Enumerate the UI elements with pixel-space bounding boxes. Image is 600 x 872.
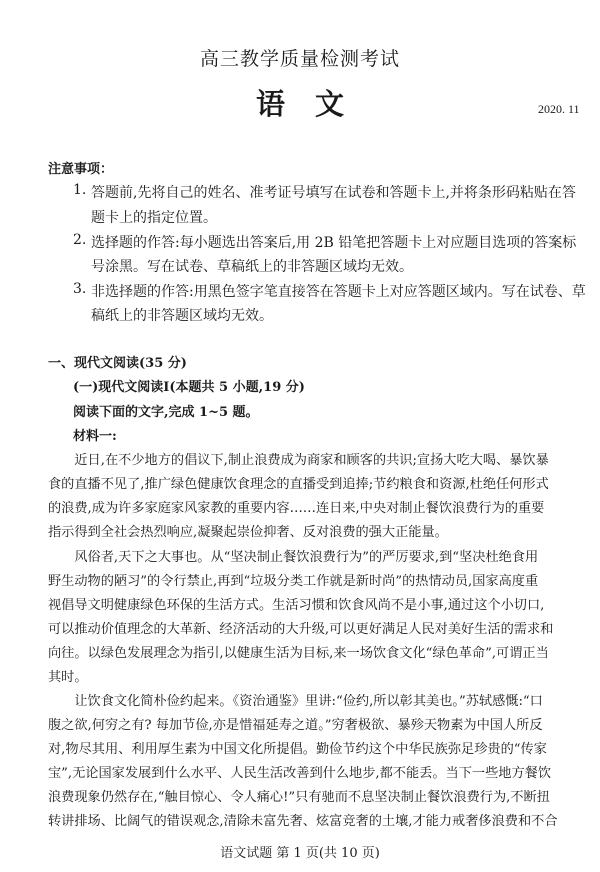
notice-item-1-line-1: 答题前,先将自己的姓名、准考证号填写在试卷和答题卡上,并将条形码粘贴在答 <box>91 185 576 201</box>
sub-section-heading: (一)现代文阅读Ⅰ(本题共 5 小题,19 分) <box>73 380 305 395</box>
notice-item-1-number: 1. <box>73 182 87 198</box>
body-line: 的浪费,成为许多家庭家风家教的重要内容……连日来,中央对制止餐饮浪费行为的重要 <box>48 501 545 516</box>
subject-title <box>0 82 600 123</box>
body-line: 腹之欲,何穷之有? 每加节俭,亦是惜福延寿之道。”穷奢极欲、暴殄天物素为中国人所反 <box>48 718 543 733</box>
notice-item-1-line-2: 题卡上的指定位置。 <box>91 210 217 226</box>
body-line: 宝”,无论国家发展到什么水平、人民生活改善到什么地步,都不能丢。当下一些地方餐饮 <box>48 766 552 781</box>
exam-title: 高三教学质量检测考试 <box>199 48 400 70</box>
notice-item-2-line-1: 选择题的作答:每小题选出答案后,用 2B 铅笔把答题卡上对应题目选项的答案标 <box>91 235 577 251</box>
body-line: 近日,在不少地方的倡议下,制止浪费成为商家和顾客的共识;宣扬大吃大喝、暴饮暴 <box>48 453 549 468</box>
body-line: 转讲排场、比阔气的错误观念,清除未富先奢、炫富竞奢的土壤,才能力戒奢侈浪费和不合 <box>48 814 558 829</box>
notice-item-3-number: 3. <box>73 281 87 297</box>
body-line: 浪费现象仍然存在,“触目惊心、令人痛心!”只有驰而不息坚决制止餐饮浪费行为,不断扭 <box>48 790 550 805</box>
reading-instruction: 阅读下面的文字,完成 1~5 题。 <box>73 405 259 420</box>
section-heading: 一、现代文阅读(35 分) <box>48 356 187 371</box>
notice-item-3-line-2: 稿纸上的非答题区域均无效。 <box>91 308 273 324</box>
notice-heading: 注意事项： <box>48 162 114 177</box>
body-line: 食的直播不见了,推广绿色健康饮食理念的直播受到追捧;节约粮食和资源,杜绝任何形式 <box>48 477 549 492</box>
body-line: 野生动物的陋习”的令行禁止,再到“垃圾分类工作就是新时尚”的热情动员,国家高度重 <box>48 574 539 589</box>
body-line: 指示得到全社会热烈响应,凝聚起崇俭抑奢、反对浪费的强大正能量。 <box>48 525 448 540</box>
material-label: 材料一: <box>73 429 117 444</box>
notice-item-2-number: 2. <box>73 232 87 248</box>
body-line: 向往。以绿色发展理念为指引,以健康生活为目标,来一场饮食文化“绿色革命”,可谓正当 <box>48 646 549 661</box>
notice-item-3-line-1: 非选择题的作答:用黑色签字笔直接答在答题卡上对应答题区域内。写在试卷、草 <box>91 284 586 300</box>
body-line: 对,物尽其用、利用厚生素为中国文化所提倡。勤俭节约这个中华民族弥足珍贵的“传家 <box>48 742 547 757</box>
exam-date: 2020. 11 <box>538 102 580 116</box>
subject-text: 语文 <box>255 87 374 121</box>
body-line: 让饮食文化简朴俭约起来。《资治通鉴》里讲:“俭约,所以彰其美也。”苏轼感慨:“口 <box>48 694 543 709</box>
body-line: 其时。 <box>48 670 88 685</box>
body-line: 视倡导文明健康绿色环保的生活方式。生活习惯和饮食风尚不是小事,通过这个小切口, <box>48 598 545 613</box>
body-line: 风俗者,天下之大事也。从“坚决制止餐饮浪费行为”的严厉要求,到“坚决杜绝食用 <box>48 550 539 565</box>
body-line: 可以推动价值理念的大革新、经济活动的大升级,可以更好满足人民对美好生活的需求和 <box>48 622 554 637</box>
page-footer: 语文试题 第 1 页(共 10 页) <box>220 846 380 861</box>
notice-item-2-line-2: 号涂黑。写在试卷、草稿纸上的非答题区域均无效。 <box>91 259 413 275</box>
